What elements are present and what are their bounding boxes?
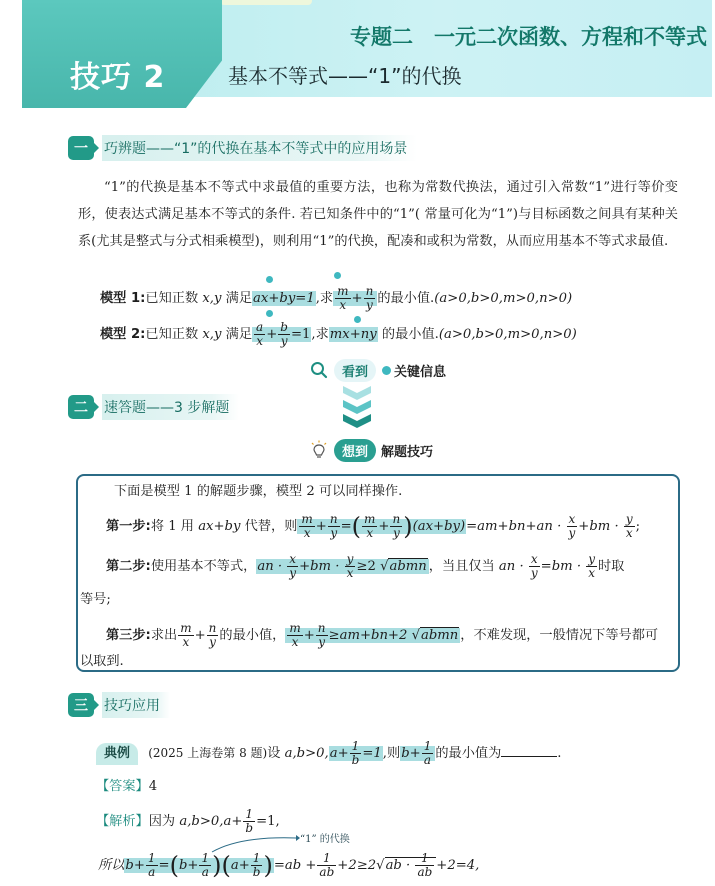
- step-2-eq: =bm ·: [540, 559, 586, 574]
- step-3-continued: 以取到.: [80, 654, 124, 669]
- step-1-text: 将 1 用: [150, 519, 199, 534]
- model-1-constraints: (a>0,b>0,m>0,n>0): [434, 291, 573, 306]
- step-3-text: 求出: [150, 628, 178, 643]
- look-row: [310, 358, 446, 382]
- analysis-text: =1,: [256, 814, 280, 829]
- step-3-label: 第三步:: [106, 628, 151, 643]
- step-1-bm: +bm ·: [578, 519, 623, 534]
- section-1-number: 一: [68, 136, 94, 160]
- model-1-label: 模型 1:: [100, 291, 146, 306]
- model-2-text: 已知正数: [145, 327, 203, 342]
- step-1-end: ;: [635, 519, 641, 534]
- topic-title: 专题二 一元二次函数、方程和不等式: [350, 25, 707, 49]
- section-1-header: [68, 135, 417, 161]
- example-condition: a+ $\frac{1}{b}$ =1: [329, 739, 382, 767]
- think-row: [310, 438, 433, 462]
- section-3-title: 技巧应用: [102, 692, 170, 718]
- chevron-down-icon: [343, 414, 371, 428]
- model-2-constraints: (a>0,b>0,m>0,n>0): [438, 327, 577, 342]
- key-info-dot: [334, 272, 341, 279]
- model-2: [100, 321, 577, 348]
- model-1-condition: ax+by=1: [253, 291, 315, 306]
- answer-line: [96, 777, 157, 797]
- technique-badge: 技巧 2: [70, 60, 166, 95]
- banner-tab-decoration: [220, 0, 312, 5]
- solution-highlight: b+ $\frac{1}{a}$ =(b+ $\frac{1}{a}$ )(a+ $\frac{1}{b}$ ): [125, 851, 273, 880]
- lightbulb-icon: [310, 440, 328, 460]
- model-2-text: ,求: [311, 327, 329, 342]
- section-1-title: 巧辨题——“1”的代换在基本不等式中的应用场景: [102, 135, 417, 161]
- example-source: (2025 上海卷第 8 题): [148, 746, 268, 760]
- step-2-eq: an ·: [498, 559, 528, 574]
- model-2-text: 满足: [221, 327, 253, 342]
- answer-blank: [501, 743, 557, 757]
- chevron-down-icon: [343, 400, 371, 414]
- step-2-inequality: an · $\frac{x}{y}$ +bm · $\frac{y}{x}$ ≥2 √abmn: [257, 552, 427, 580]
- step-3-text: 的最小值，: [219, 628, 286, 643]
- step-2-label: 第二步:: [106, 559, 151, 574]
- model-1-text: 的最小值.: [377, 291, 435, 306]
- solution-mid: =ab +: [273, 858, 317, 873]
- key-info-label: 关键信息: [394, 364, 447, 380]
- model-1-text: ,求: [315, 291, 334, 306]
- answer-value: 4: [148, 779, 158, 794]
- chevron-down-icon: [343, 386, 371, 400]
- solution-sqrt: ab · $\frac{1}{ab}$: [385, 857, 437, 873]
- example-text: 设: [267, 746, 285, 761]
- steps-intro: 下面是模型 1 的解题步骤，模型 2 可以同样操作.: [114, 484, 403, 499]
- step-1-label: 第一步:: [106, 519, 151, 534]
- step-2: 第二步:使用基本不等式，an · $\frac{x}{y}$ +bm · $\frac{y}{x}$ ≥2 √abmn ，当且仅当 an · $\frac{x}{y}$ =bm · $\frac{y}{x}$ 时取: [106, 552, 625, 580]
- intro-paragraph: “1”的代换是基本不等式中求最值的重要方法，也称为常数代换法，通过引入常数“1”进行等价变形，使表达式满足基本不等式的条件. 若已知条件中的“1”( 常量可化为“1”)与目标函数之间具有某种关系(尤其是整式与分式相乘模型)，则利用“1”的代换，配凑和或积为常数，从而应用基本不等式求最值.: [78, 180, 678, 249]
- step-2-text: ，当且仅当: [428, 559, 499, 574]
- example-vars: a,b>0,: [284, 746, 329, 761]
- look-label: 看到: [334, 359, 376, 382]
- answer-label: 【答案】: [96, 779, 149, 794]
- model-1-text: 满足: [221, 291, 253, 306]
- step-3-text: ，不难发现，一般情况下等号都可: [460, 628, 659, 643]
- step-1-formula: $\frac{m}{x}$ + $\frac{n}{y}$ =( $\frac{m}{x}$ + $\frac{n}{y}$ )(ax+by): [297, 519, 466, 534]
- model-2-condition: $\frac{a}{x}$ + $\frac{b}{y}$ =1: [252, 327, 311, 342]
- page-subtitle: 基本不等式——“1”的代换: [228, 64, 462, 88]
- section-2-title: 速答题——3 步解题: [102, 394, 239, 420]
- annotation-text: “1” 的代换: [300, 834, 350, 845]
- model-1-text: 已知正数: [145, 291, 203, 306]
- section-2-header: [68, 394, 239, 420]
- model-1: [100, 285, 572, 312]
- example-text: 的最小值为: [435, 746, 502, 761]
- step-1: 第一步:将 1 用 ax+by 代替，则 $\frac{m}{x}$ + $\frac{n}{y}$ =( $\frac{m}{x}$ + $\frac{n}{y}$ )(ax+by)=am+bn+an · $\frac{x}{y}$ +bm · $\frac{y}{x}$ ;: [106, 512, 641, 541]
- solution-line: 所以b+ $\frac{1}{a}$ =(b+ $\frac{1}{a}$ )(a+ $\frac{1}{b}$ )=ab + $\frac{1}{ab}$ +2≥2√ab · $\frac{1}{ab}$ +2=4,: [98, 851, 480, 880]
- model-2-target: mx+ny: [329, 327, 377, 342]
- model-1-vars: x,y: [202, 291, 222, 306]
- example-target: b+ $\frac{1}{a}$: [400, 746, 435, 761]
- analysis-label: 【解析】: [96, 814, 149, 829]
- section-3-number: 三: [68, 693, 94, 717]
- step-3: 第三步:求出 $\frac{m}{x}$ + $\frac{n}{y}$ 的最小值， $\frac{m}{x}$ + $\frac{n}{y}$ ≥am+bn+2 √abmn ，不难发现，一般情况下等号都可: [106, 621, 659, 649]
- analysis-line: 【解析】因为 a,b>0,a+ $\frac{1}{b}$ =1,: [96, 807, 280, 835]
- step-3-inequality: $\frac{m}{x}$ + $\frac{n}{y}$ ≥am+bn+2 √abmn: [285, 628, 460, 643]
- section-2-number: 二: [68, 395, 94, 419]
- example-tag: 典例: [96, 743, 138, 765]
- example-text: ,则: [382, 746, 401, 761]
- analysis-condition: a,b>0,a+: [179, 814, 243, 829]
- solution-tail: +2≥2: [337, 858, 377, 873]
- model-1-target: $\frac{m}{x}$ + $\frac{n}{y}$: [333, 291, 377, 306]
- step-1-expr: ax+by: [198, 519, 241, 534]
- example-problem: [96, 740, 561, 767]
- step-1-text: 代替，则: [240, 519, 298, 534]
- model-2-vars: x,y: [202, 327, 222, 342]
- step-2-text: 时取: [598, 559, 625, 574]
- example-end: .: [557, 746, 562, 761]
- key-info-dot: [266, 310, 273, 317]
- step-2-text: 使用基本不等式，: [150, 559, 257, 574]
- solution-text: 所以: [98, 858, 125, 873]
- section-3-header: [68, 692, 170, 718]
- magnifier-icon: [310, 361, 328, 379]
- step-2-continued: 等号;: [80, 592, 111, 607]
- key-info-dot-legend: [382, 366, 391, 375]
- think-label: 想到: [334, 439, 376, 462]
- key-info-dot: [266, 276, 273, 283]
- technique-label: 解题技巧: [381, 444, 434, 460]
- model-2-text: 的最小值.: [377, 327, 439, 342]
- model-2-label: 模型 2:: [100, 327, 146, 342]
- solution-end: +2=4,: [436, 858, 480, 873]
- analysis-text: 因为: [148, 814, 180, 829]
